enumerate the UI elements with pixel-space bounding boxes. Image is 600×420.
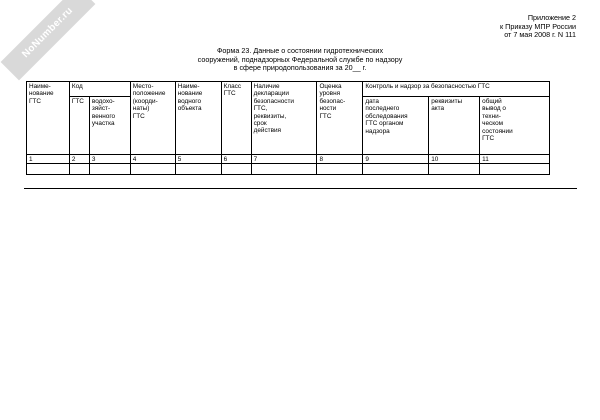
watermark: NoNumber.ru [1, 0, 96, 80]
empty-cell [363, 164, 429, 175]
header-location: Место- положение (коорди- наты) ГТС [130, 82, 175, 155]
empty-cell [69, 164, 89, 175]
gts-form-table [26, 81, 550, 175]
empty-cell [175, 164, 221, 175]
column-number: 4 [130, 155, 175, 164]
empty-cell [221, 164, 251, 175]
empty-cell [317, 164, 363, 175]
page-bottom-rule [24, 188, 577, 189]
appendix-reference [500, 14, 576, 40]
empty-cell [89, 164, 130, 175]
header-code-water: водохо- зяйст- венного участка [89, 97, 130, 155]
column-number: 9 [363, 155, 429, 164]
empty-cell [480, 164, 550, 175]
empty-cell [130, 164, 175, 175]
header-code-gts: ГТС [69, 97, 89, 155]
column-number: 7 [251, 155, 317, 164]
appendix-line: к Приказу МПР России [500, 21, 576, 31]
appendix-line: от 7 мая 2008 г. N 111 [504, 30, 576, 40]
empty-data-row [27, 164, 550, 175]
column-number: 10 [429, 155, 480, 164]
empty-cell [251, 164, 317, 175]
column-number: 6 [221, 155, 251, 164]
title-line: в сфере природопользования за 20__ г. [233, 63, 367, 73]
header-control-group: Контроль и надзор за безопасностью ГТС [363, 82, 550, 97]
header-assessment: Оценка уровня безопас- ности ГТС [317, 82, 363, 155]
column-number: 1 [27, 155, 70, 164]
appendix-line: Приложение 2 [527, 13, 576, 22]
empty-cell [27, 164, 70, 175]
form-title [150, 47, 450, 73]
header-control-act: реквизиты акта [429, 97, 480, 155]
empty-cell [429, 164, 480, 175]
header-class: Класс ГТС [221, 82, 251, 155]
column-number: 11 [480, 155, 550, 164]
title-line: Форма 23. Данные о состоянии гидротехнических [216, 46, 384, 55]
header-declaration: Наличие декларации безопасности ГТС, реквизиты, срок действия [251, 82, 317, 155]
header-control-date: дата последнего обследования ГТС органом надзора [363, 97, 429, 155]
header-code-group: Код [69, 82, 130, 97]
column-number-row [27, 155, 550, 164]
title-line: сооружений, поднадзорных Федеральной службе по надзору [197, 54, 403, 64]
header-water-body: Наиме- нование водного объекта [175, 82, 221, 155]
column-number: 2 [69, 155, 89, 164]
column-number: 5 [175, 155, 221, 164]
column-number: 8 [317, 155, 363, 164]
header-gts-name: Наиме- нование ГТС [27, 82, 70, 155]
column-number: 3 [89, 155, 130, 164]
header-control-conclusion: общий вывод о техни- ческом состоянии ГТС [480, 97, 550, 155]
